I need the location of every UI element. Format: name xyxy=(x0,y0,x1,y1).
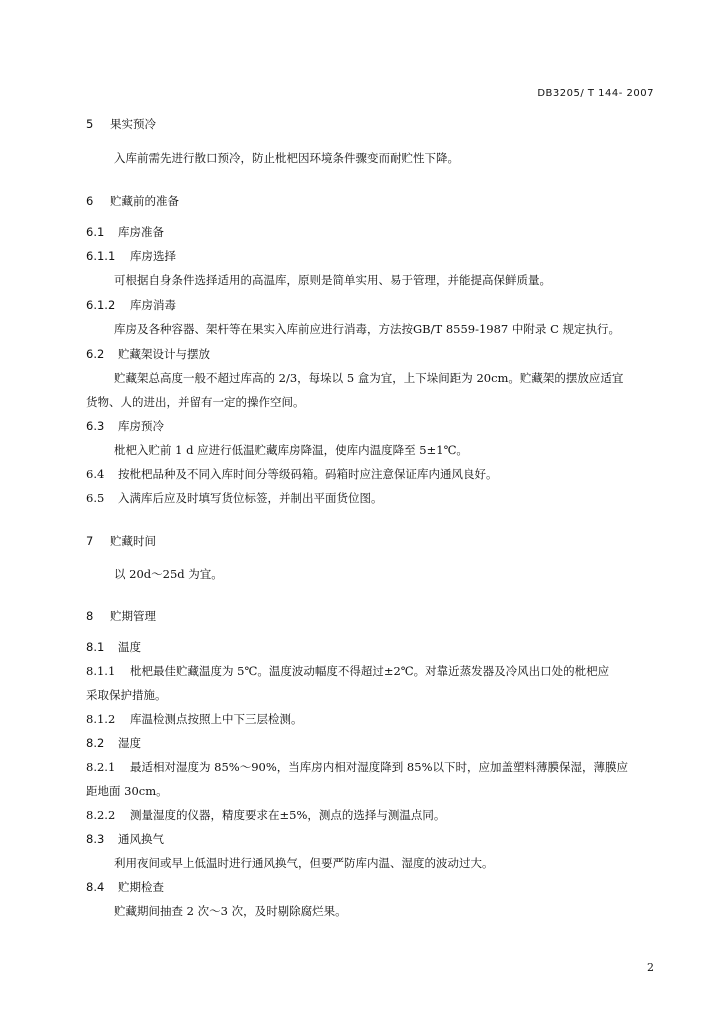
section-number: 5 xyxy=(86,117,94,131)
section-text: 测量湿度的仪器，精度要求在±5%，测点的选择与测温点同。 xyxy=(130,808,446,822)
section-number: 6.3 xyxy=(86,419,105,433)
section-title: 库房选择 xyxy=(130,249,176,263)
section-6-heading xyxy=(86,193,724,209)
section-8-1-heading xyxy=(86,639,724,655)
paragraph: 库房及各种容器、架杆等在果实入库前应进行消毒，方法按GB/T 8559-1987 中附录 C 规定执行。 xyxy=(114,322,621,336)
section-text: 按枇杷品种及不同入库时间分等级码箱。码箱时应注意保证库内通风良好。 xyxy=(118,467,498,481)
section-number: 8.1 xyxy=(86,640,105,654)
section-6-1-heading xyxy=(86,224,724,240)
section-title: 贮藏时间 xyxy=(110,534,156,548)
section-number: 8.2.2 xyxy=(86,808,116,822)
section-8-2-1 xyxy=(86,759,724,775)
section-8-1-2 xyxy=(86,711,724,727)
section-title: 温度 xyxy=(118,640,141,654)
section-title: 库房准备 xyxy=(118,225,164,239)
paragraph: 货物、人的进出，并留有一定的操作空间。 xyxy=(86,395,305,409)
section-8-3-heading xyxy=(86,831,724,847)
section-number: 8.4 xyxy=(86,880,105,894)
section-6-5 xyxy=(86,490,724,506)
section-number: 7 xyxy=(86,534,94,548)
section-text: 枇杷最佳贮藏温度为 5℃。温度波动幅度不得超过±2℃。对靠近蒸发器及冷风出口处的枇杷应 xyxy=(130,664,610,678)
section-text: 最适相对湿度为 85%～90%，当库房内相对湿度降到 85%以下时，应加盖塑料薄膜保湿，薄膜应 xyxy=(130,760,628,774)
section-8-4-heading xyxy=(86,879,724,895)
section-number: 6.1.1 xyxy=(86,249,116,263)
section-number: 8.1.1 xyxy=(86,664,116,678)
section-text: 入满库后应及时填写货位标签，并制出平面货位图。 xyxy=(118,491,383,505)
section-title: 库房消毒 xyxy=(130,298,176,312)
section-title: 库房预冷 xyxy=(118,419,164,433)
paragraph: 贮藏期间抽查 2 次～3 次，及时剔除腐烂果。 xyxy=(114,904,347,918)
paragraph: 可根据自身条件选择适用的高温库，原则是简单实用、易于管理，并能提高保鲜质量。 xyxy=(114,273,551,287)
section-8-1-1 xyxy=(86,663,724,679)
section-number: 8.3 xyxy=(86,832,105,846)
section-text: 库温检测点按照上中下三层检测。 xyxy=(130,712,303,726)
section-title: 果实预冷 xyxy=(110,117,156,131)
section-number: 6.1 xyxy=(86,225,105,239)
section-title: 贮期检查 xyxy=(118,880,164,894)
paragraph: 采取保护措施。 xyxy=(86,688,167,702)
section-8-2-heading xyxy=(86,735,724,751)
section-5-heading xyxy=(86,116,724,132)
section-7-heading xyxy=(86,533,724,549)
page-number: 2 xyxy=(647,961,654,974)
section-number: 6.5 xyxy=(86,491,105,505)
paragraph: 以 20d～25d 为宜。 xyxy=(114,567,223,581)
section-number: 6.2 xyxy=(86,347,105,361)
section-title: 湿度 xyxy=(118,736,141,750)
paragraph: 入库前需先进行散口预冷，防止枇杷因环境条件骤变而耐贮性下降。 xyxy=(114,151,459,165)
section-number: 8.2 xyxy=(86,736,105,750)
section-number: 6.4 xyxy=(86,467,105,481)
doc-code: DB3205/ T 144- 2007 xyxy=(537,88,654,99)
section-6-2-heading xyxy=(86,346,724,362)
section-title: 通风换气 xyxy=(118,832,164,846)
section-6-1-1-heading xyxy=(86,248,724,264)
section-6-1-2-heading xyxy=(86,297,724,313)
section-number: 6.1.2 xyxy=(86,298,116,312)
section-6-3-heading xyxy=(86,418,724,434)
paragraph: 利用夜间或早上低温时进行通风换气，但要严防库内温、湿度的波动过大。 xyxy=(114,856,494,870)
section-title: 贮期管理 xyxy=(110,609,156,623)
section-6-4 xyxy=(86,466,724,482)
section-title: 贮藏架设计与摆放 xyxy=(118,347,210,361)
paragraph: 贮藏架总高度一般不超过库高的 2/3，每垛以 5 盒为宜，上下垛间距为 20cm。贮藏架的摆放应适宜 xyxy=(114,371,624,385)
paragraph: 枇杷入贮前 1 d 应进行低温贮藏库房降温，使库内温度降至 5±1℃。 xyxy=(114,443,468,457)
section-number: 8.2.1 xyxy=(86,760,116,774)
section-8-2-2 xyxy=(86,807,724,823)
section-8-heading xyxy=(86,608,724,624)
section-number: 8.1.2 xyxy=(86,712,116,726)
section-number: 6 xyxy=(86,194,94,208)
section-number: 8 xyxy=(86,609,94,623)
section-title: 贮藏前的准备 xyxy=(110,194,179,208)
paragraph: 距地面 30cm。 xyxy=(86,784,168,798)
